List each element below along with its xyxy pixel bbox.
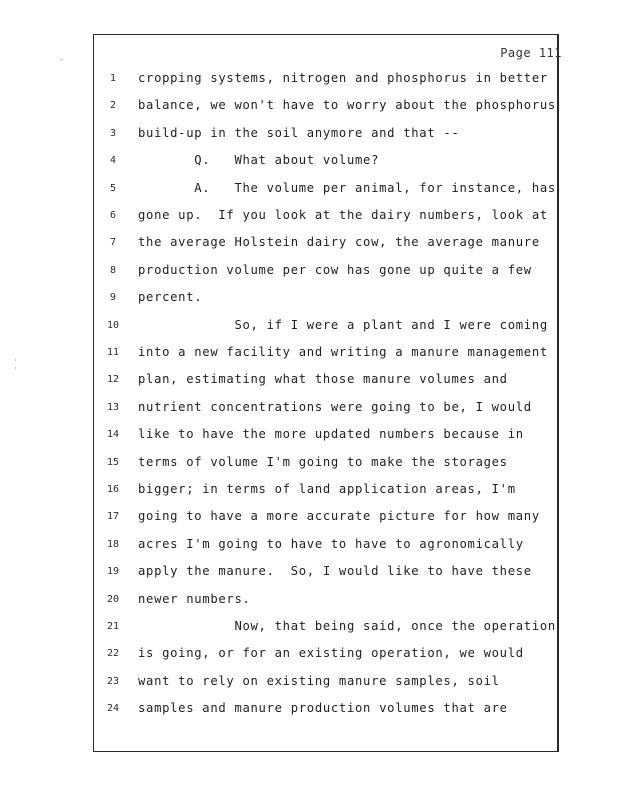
line-number: 18	[106, 539, 120, 550]
transcript-line-text: into a new facility and writing a manure management	[138, 345, 548, 359]
transcript-line-text: newer numbers.	[138, 592, 251, 606]
line-number: 3	[109, 128, 117, 139]
transcript-line-text: build-up in the soil anymore and that --	[138, 126, 460, 140]
transcript-line-text: plan, estimating what those manure volumes and	[138, 372, 508, 386]
transcript-line-text: the average Holstein dairy cow, the average manure	[138, 235, 540, 249]
line-number: 9	[109, 292, 117, 303]
transcript-line-text: apply the manure. So, I would like to have these	[138, 564, 532, 578]
line-number: 11	[106, 347, 120, 358]
line-number: 22	[106, 648, 120, 659]
line-number: 10	[106, 320, 120, 331]
line-number: 4	[109, 155, 117, 166]
line-number: 2	[109, 100, 117, 111]
line-number: 12	[106, 374, 120, 385]
line-number: 20	[106, 594, 120, 605]
line-number: 13	[106, 402, 120, 413]
transcript-line-text: Q. What about volume?	[138, 153, 380, 167]
line-number: 14	[106, 429, 120, 440]
transcript-line-text: A. The volume per animal, for instance, has	[138, 181, 556, 195]
margin-mark: -	[60, 55, 63, 64]
transcript-line-text: production volume per cow has gone up quite a few	[138, 263, 532, 277]
line-number: 7	[109, 237, 117, 248]
margin-mark: ·	[14, 364, 17, 373]
line-number: 19	[106, 566, 120, 577]
transcript-line-text: So, if I were a plant and I were coming	[138, 318, 548, 332]
transcript-line-text: Now, that being said, once the operation	[138, 619, 556, 633]
transcript-line-text: acres I'm going to have to have to agronomically	[138, 537, 524, 551]
transcript-line-text: balance, we won't have to worry about the phosphorus	[138, 98, 556, 112]
transcript-line-text: bigger; in terms of land application areas, I'm	[138, 482, 516, 496]
transcript-line-text: like to have the more updated numbers because in	[138, 427, 524, 441]
page-number: Page 111	[500, 46, 562, 60]
line-number: 16	[106, 484, 120, 495]
transcript-line-text: going to have a more accurate picture for how many	[138, 509, 540, 523]
transcript-line-text: want to rely on existing manure samples, soil	[138, 674, 500, 688]
transcript-line-text: samples and manure production volumes that are	[138, 701, 508, 715]
transcript-line-text: gone up. If you look at the dairy numbers, look at	[138, 208, 548, 222]
transcript-line-text: nutrient concentrations were going to be, I would	[138, 400, 532, 414]
transcript-line-text: percent.	[138, 290, 203, 304]
transcript-line-text: is going, or for an existing operation, we would	[138, 646, 524, 660]
margin-mark: ·	[14, 356, 17, 365]
transcript-line-text: terms of volume I'm going to make the storages	[138, 455, 508, 469]
line-number: 21	[106, 621, 120, 632]
transcript-line-text: cropping systems, nitrogen and phosphorus in better	[138, 71, 548, 85]
line-number: 6	[109, 210, 117, 221]
line-number: 1	[109, 73, 117, 84]
line-number: 17	[106, 511, 120, 522]
line-number: 5	[109, 183, 117, 194]
line-number: 15	[106, 457, 120, 468]
line-number: 8	[109, 265, 117, 276]
line-number: 23	[106, 676, 120, 687]
transcript-page-frame	[93, 34, 559, 752]
line-number: 24	[106, 703, 120, 714]
